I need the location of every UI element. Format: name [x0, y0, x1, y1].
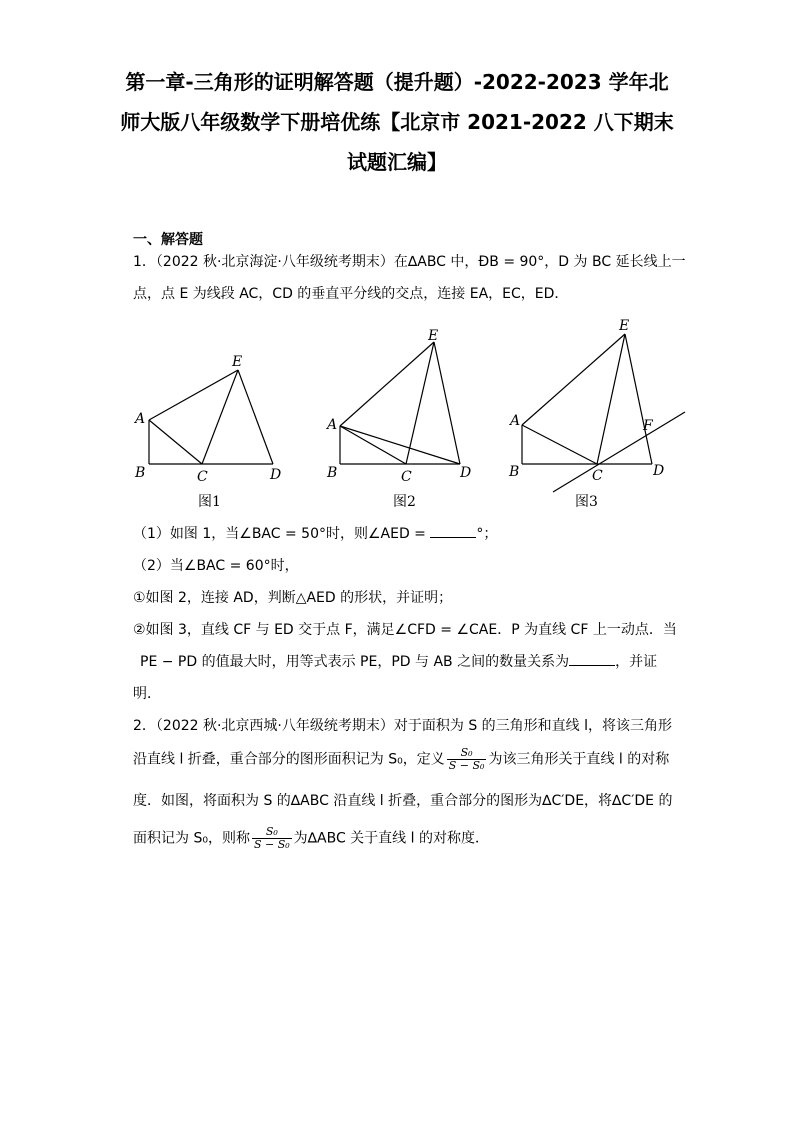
answer-blank-1 — [430, 523, 476, 538]
fig1-label-C: C — [197, 469, 208, 485]
q1-sub-2-line-1: ②如图 3，直线 CF 与 ED 交于点 F，满足∠CFD = ∠CAE．P 为直线 CF 上一动点．当 — [133, 622, 677, 638]
fig1-label-B: B — [135, 465, 146, 481]
fig1-label-D: D — [270, 467, 282, 483]
fig3-label-F: F — [643, 418, 653, 434]
fig1-label-E: E — [232, 354, 243, 370]
q1-part-2: （2）当∠BAC = 60°时， — [133, 558, 299, 574]
document-title — [110, 62, 684, 182]
fig3-label-C: C — [592, 468, 603, 484]
figure-2 — [340, 342, 460, 464]
fig3-caption: 图3 — [575, 494, 598, 510]
fig2-label-C: C — [401, 469, 412, 485]
fig2-label-B: B — [327, 465, 338, 481]
q2-line-2: 沿直线 l 折叠，重合部分的图形面积记为 S₀，定义 $\frac{\text{S₀}}{\text{S − S₀}}$ 为该三角形关于直线 l 的对称 — [133, 746, 670, 772]
answer-blank-2 — [569, 651, 615, 666]
fig2-caption: 图2 — [393, 494, 416, 510]
fig3-label-D: D — [653, 463, 665, 479]
q1-sub-2-line-2: PE − PD 的值最大时，用等式表示 PE，PD 与 AB 之间的数量关系为 ，并证 — [140, 651, 657, 673]
fig2-label-D: D — [460, 465, 472, 481]
q1-sub-1: ①如图 2，连接 AD，判断△AED 的形状，并证明； — [133, 590, 453, 606]
q2-line-4: 面积记为 S₀，则称 $\frac{\text{S₀}}{\text{S − S₀}}$ 为∆ABC 关于直线 l 的对称度． — [133, 825, 489, 851]
q1-sub-2-line-3: 明． — [133, 686, 161, 702]
q1-part-1: （1）如图 1，当∠BAC = 50°时，则∠AED = °； — [133, 523, 497, 545]
fig2-label-A: A — [327, 417, 338, 433]
title-line-2: 师大版八年级数学下册培优练【北京市 2021-2022 八下期末 — [120, 110, 674, 134]
fig3-label-A: A — [510, 413, 521, 429]
figure-1 — [149, 370, 273, 464]
q2-line-1: 2．（2022 秋·北京西城·八年级统考期末）对于面积为 S 的三角形和直线 l，将该三角形 — [133, 718, 673, 734]
fig3-label-E: E — [619, 318, 630, 334]
title-line-3: 试题汇编】 — [347, 150, 447, 174]
section-heading: 一、解答题 — [133, 232, 203, 248]
fig2-label-E: E — [428, 328, 439, 344]
symmetry-fraction-2: $\frac{\text{S₀}}{\text{S − S₀}}$ — [253, 825, 290, 851]
title-line-1: 第一章-三角形的证明解答题（提升题）-2022-2023 学年北 — [125, 70, 669, 94]
fig3-label-B: B — [509, 464, 520, 480]
q1-line-2: 点，点 E 为线段 AC，CD 的垂直平分线的交点，连接 EA，EC，ED． — [133, 286, 569, 302]
q1-line-1: 1．（2022 秋·北京海淀·八年级统考期末）在∆ABC 中，ÐB = 90°，D 为 BC 延长线上一 — [133, 254, 686, 270]
fig1-caption: 图1 — [198, 494, 221, 510]
fig1-label-A: A — [135, 411, 146, 427]
figures-area — [0, 312, 794, 512]
symmetry-fraction: $\frac{\text{S₀}}{\text{S − S₀}}$ — [448, 746, 485, 772]
q2-line-3: 度．如图，将面积为 S 的∆ABC 沿直线 l 折叠，重合部分的图形为∆C′DE，将∆C′DE 的 — [133, 793, 673, 809]
